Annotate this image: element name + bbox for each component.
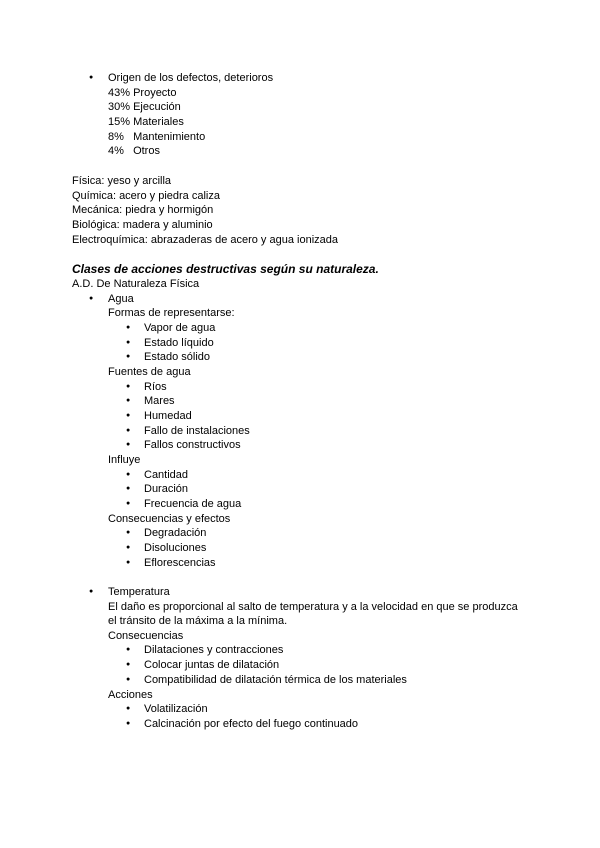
list-item: ● Ríos (144, 380, 167, 394)
list-item: ● Degradación (144, 526, 206, 540)
defectos-item: 8% Mantenimiento (108, 131, 206, 143)
agua-title: ● Agua (108, 292, 134, 306)
list-item: ● Vapor de agua (144, 321, 215, 335)
defectos-item: 30% Ejecución (108, 101, 181, 113)
section-subheading: A.D. De Naturaleza Física (72, 278, 200, 290)
tipo-line: Electroquímica: abrazaderas de acero y agua ionizada (72, 234, 338, 246)
list-item: ● Eflorescencias (144, 556, 216, 570)
list-item: ● Estado sólido (144, 350, 210, 364)
list-item: ● Duración (144, 482, 188, 496)
section-heading: Clases de acciones destructivas según su naturaleza. (72, 262, 379, 276)
agua-influye-label: Influye (108, 454, 141, 466)
agua-fuentes-label: Fuentes de agua (108, 366, 191, 378)
tipo-line: Biológica: madera y aluminio (72, 219, 213, 231)
defectos-title: ● Origen de los defectos, deterioros (108, 71, 273, 85)
temperatura-desc: El daño es proporcional al salto de temperatura y a la velocidad en que se produzca (108, 601, 518, 613)
list-item: ● Cantidad (144, 468, 188, 482)
agua-consecuencias-label: Consecuencias y efectos (108, 513, 231, 525)
list-item: ● Disoluciones (144, 541, 206, 555)
tipo-line: Química: acero y piedra caliza (72, 190, 220, 202)
list-item: ● Humedad (144, 409, 192, 423)
list-item: ● Compatibilidad de dilatación térmica de los materiales (144, 673, 407, 687)
temperatura-desc: el tránsito de la máxima a la mínima. (108, 615, 288, 627)
list-item: ● Dilataciones y contracciones (144, 643, 283, 657)
defectos-item: 43% Proyecto (108, 87, 177, 99)
temperatura-consecuencias-label: Consecuencias (108, 630, 184, 642)
defectos-item: 15% Materiales (108, 116, 184, 128)
agua-formas-label: Formas de representarse: (108, 307, 235, 319)
list-item: ● Mares (144, 394, 175, 408)
tipo-line: Mecánica: piedra y hormigón (72, 204, 214, 216)
list-item: ● Colocar juntas de dilatación (144, 658, 279, 672)
list-item: ● Frecuencia de agua (144, 497, 241, 511)
list-item: ● Fallos constructivos (144, 438, 241, 452)
list-item: ● Volatilización (144, 702, 208, 716)
temperatura-title: ● Temperatura (108, 585, 170, 599)
list-item: ● Calcinación por efecto del fuego continuado (144, 717, 358, 731)
temperatura-acciones-label: Acciones (108, 689, 153, 701)
defectos-item: 4% Otros (108, 145, 160, 157)
tipo-line: Física: yeso y arcilla (72, 175, 172, 187)
list-item: ● Estado líquido (144, 336, 214, 350)
list-item: ● Fallo de instalaciones (144, 424, 250, 438)
